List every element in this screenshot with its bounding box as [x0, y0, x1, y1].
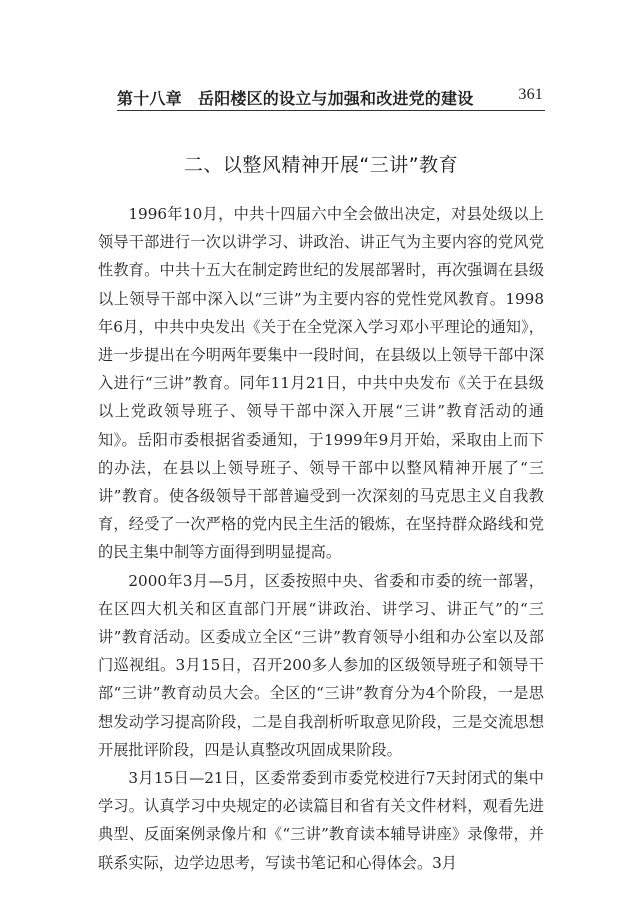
chapter-title: 第十八章 岳阳楼区的设立与加强和改进党的建设	[117, 89, 474, 108]
body-text	[98, 200, 544, 877]
paragraph: 2000年3月—5月，区委按照中央、省委和市委的统一部署，在区四大机关和区直部门开展“讲政治、讲学习、讲正气”的“三讲”教育活动。区委成立全区“三讲”教育领导小组和办公室以及部门巡视组。3月15日，召开200多人参加的区级领导班子和领导干部“三讲”教育动员大会。全区的“三讲”教育分为4个阶段，一是思想发动学习提高阶段，二是自我剖析听取意见阶段，三是交流思想开展批评阶段，四是认真整改巩固成果阶段。	[98, 571, 544, 759]
paragraph: 1996年10月，中共十四届六中全会做出决定，对县处级以上领导干部进行一次以讲学习、讲政治、讲正气为主要内容的党风党性教育。中共十五大在制定跨世纪的发展部署时，再次强调在县级以上领导干部中深入以“三讲”为主要内容的党性党风教育。1998年6月，中共中央发出《关于在全党深入学习邓小平理论的通知》，进一步提出在今明两年要集中一段时间，在县级以上领导干部中深入进行“三讲”教育。同年11月21日，中共中央发布《关于在县级以上党政领导班子、领导干部中深入开展“三讲”教育活动的通知》。岳阳市委根据省委通知，于1999年9月开始，采取由上而下的办法，在县以上领导班子、领导干部中以整风精神开展了“三讲”教育。使各级领导干部普遍受到一次深刻的马克思主义自我教育，经受了一次严格的党内民主生活的锻炼，在坚持群众路线和党的民主集中制等方面得到明显提高。	[98, 205, 544, 562]
header-rule	[117, 110, 545, 111]
paragraph: 3月15日—21日，区委常委到市委党校进行7天封闭式的集中学习。认真学习中央规定的必读篇目和省有关文件材料，观看先进典型、反面案例录像片和《“三讲”教育读本辅导讲座》录像带，并联系实际，边学边思考，写读书笔记和心得体会。3月	[98, 769, 544, 872]
running-header	[117, 80, 545, 108]
section-title: 二、以整风精神开展“三讲”教育	[183, 154, 459, 176]
page-number: 361	[518, 86, 543, 103]
